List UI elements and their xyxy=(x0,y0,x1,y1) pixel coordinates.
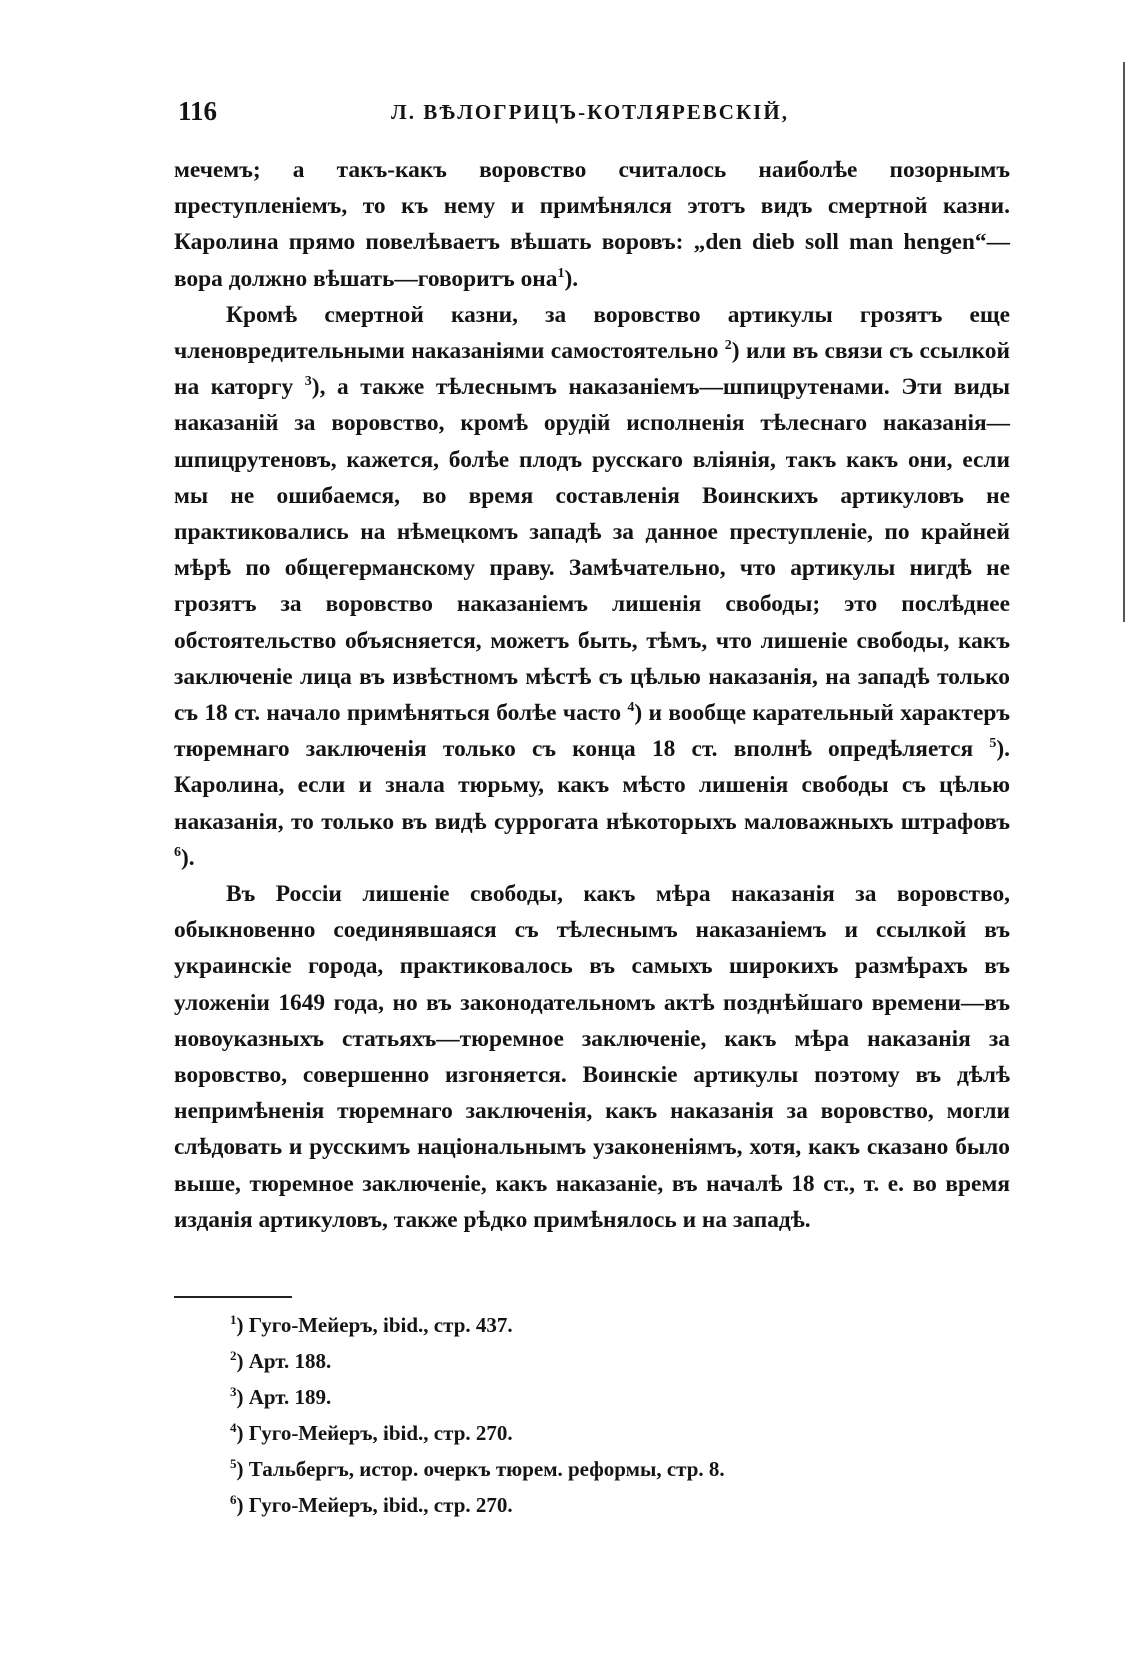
paragraph-text: ). xyxy=(181,844,195,871)
footnote-number: 4 xyxy=(230,1420,237,1435)
footnote-text: ) Гуго-Мейеръ, ibid., стр. 437. xyxy=(236,1313,513,1337)
footnote-ref: 4 xyxy=(627,700,635,716)
footnote-number: 1 xyxy=(230,1312,237,1327)
footnotes xyxy=(230,1307,930,1523)
footnote-ref: 1 xyxy=(557,265,565,281)
footnote xyxy=(230,1451,930,1487)
paragraph xyxy=(174,876,1010,1238)
scan-edge-mark xyxy=(1123,62,1125,622)
page-header xyxy=(170,96,1010,136)
footnote-text: ) Гуго-Мейеръ, ibid., стр. 270. xyxy=(236,1493,513,1517)
paragraph xyxy=(174,152,1010,297)
paragraph-text: мечемъ; а такъ-какъ воровство считалось наиболѣе позорнымъ преступленіемъ, то къ нему и примѣнялся этотъ видъ смертной казни. Каролина прямо повелѣваетъ вѣшать воровъ: „den dieb soll man hengen“—вора должно вѣшать—говоритъ она xyxy=(174,157,1010,292)
paragraph-text: ). Каролина, если и знала тюрьму, какъ мѣсто лишенія свободы съ цѣлью наказанія, то только въ видѣ суррогата нѣкоторыхъ маловажныхъ штрафовъ xyxy=(174,736,1010,835)
footnote-text: ) Гуго-Мейеръ, ibid., стр. 270. xyxy=(236,1421,513,1445)
footnote-text: ) Арт. 189. xyxy=(236,1385,332,1409)
paragraph-text: ) или въ связи съ ссылкой на каторгу xyxy=(174,338,1010,401)
footnote xyxy=(230,1487,930,1523)
footnote-number: 5 xyxy=(230,1456,237,1471)
footnote xyxy=(230,1307,930,1343)
page-number: 116 xyxy=(178,96,218,126)
footnote-ref: 5 xyxy=(989,736,997,752)
footnote-number: 2 xyxy=(230,1348,237,1363)
paragraph-text: Въ Россіи лишеніе свободы, какъ мѣра наказанія за воровство, обыкновенно соединявшаяся съ тѣлеснымъ наказаніемъ и ссылкой въ украинскіе города, практиковалось въ самыхъ широкихъ размѣрахъ въ уложеніи 1649 года, но въ законодательномъ актѣ позднѣйшаго времени—въ новоуказныхъ статьяхъ—тюремное заключеніе, какъ мѣра наказанія за воровство, совершенно изгоняется. Воинскіе артикулы поэтому въ дѣлѣ непримѣненія тюремнаго заключенія, какъ наказанія за воровство, могли слѣдовать и русскимъ національнымъ узаконеніямъ, хотя, какъ сказано было выше, тюремное заключеніе, какъ наказаніе, въ началѣ 18 ст., т. е. во время изданія артикуловъ, также рѣдко примѣнялось и на западѣ. xyxy=(174,881,1010,1233)
footnote-text: ) Арт. 188. xyxy=(236,1349,332,1373)
footnote-number: 3 xyxy=(230,1384,237,1399)
paragraph xyxy=(174,297,1010,876)
footnote-ref: 2 xyxy=(724,338,732,354)
footnote-number: 6 xyxy=(230,1492,237,1507)
footnote-divider xyxy=(174,1296,292,1298)
running-head: Л. ВѢЛОГРИЦЪ-КОТЛЯРЕВСКІЙ, xyxy=(391,100,789,124)
footnote-ref: 3 xyxy=(304,374,312,390)
paragraph-text: ), а также тѣлеснымъ наказаніемъ—шпицрутенами. Эти виды наказаній за воровство, кромѣ орудій исполненія тѣлеснаго наказанія—шпицрутеновъ, кажется, болѣе плодъ русскаго вліянія, такъ какъ они, если мы не ошибаемся, во время составленія Воинскихъ артикуловъ не практиковались на нѣмецкомъ западѣ за данное преступленіе, по крайней мѣрѣ по общегерманскому праву. Замѣчательно, что артикулы нигдѣ не грозятъ за воровство наказаніемъ лишенія свободы; это послѣднее обстоятельство объясняется, можетъ быть, тѣмъ, что лишеніе свободы, какъ заключеніе лица въ извѣстномъ мѣстѣ съ цѣлью наказанія, на западѣ только съ 18 ст. начало примѣняться болѣе часто xyxy=(174,374,1010,727)
paragraph-text: ). xyxy=(564,265,579,292)
paragraph-text: ) и вообще карательный характеръ тюремнаго заключенія только съ конца 18 ст. вполнѣ опредѣляется xyxy=(174,700,1010,763)
footnote xyxy=(230,1379,930,1415)
paragraph-text: Кромѣ смертной казни, за воровство артикулы грозятъ еще членовредительными наказаніями самостоятельно xyxy=(174,301,1010,365)
body-text xyxy=(174,152,1010,1238)
footnote-ref: 6 xyxy=(174,845,181,861)
footnote xyxy=(230,1343,930,1379)
footnote-text: ) Тальбергъ, истор. очеркъ тюрем. реформы, стр. 8. xyxy=(236,1457,725,1481)
footnote xyxy=(230,1415,930,1451)
